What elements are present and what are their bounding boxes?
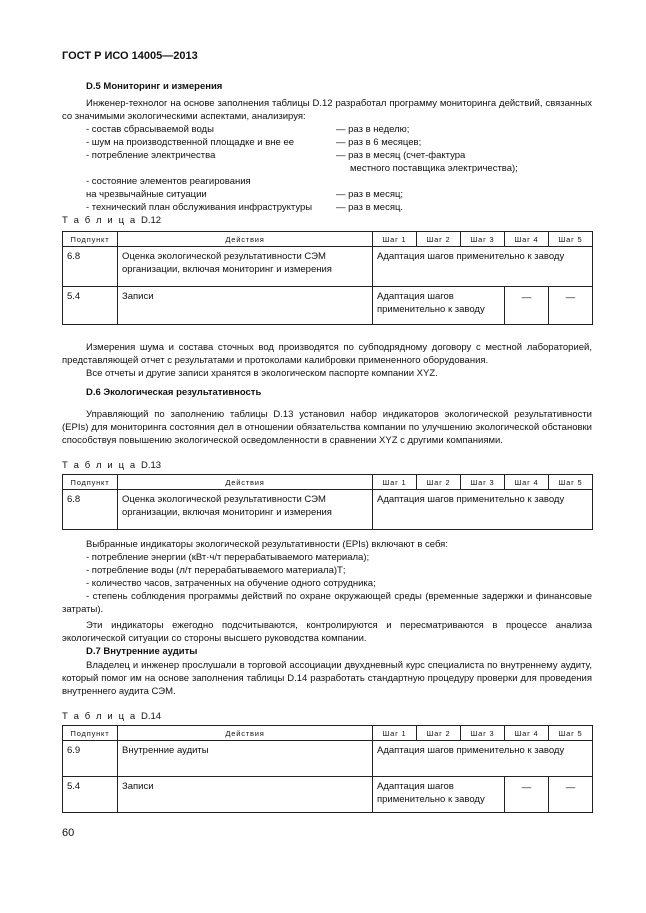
cell-action: Оценка экологической результативности СЭМ организации, включая мониторинг и измерения bbox=[122, 494, 332, 518]
d5-intro: Инженер-технолог на основе заполнения таблицы D.12 разработал программу мониторинга действий, связанных со значимыми экологическими аспектами, анализируя: bbox=[62, 98, 592, 122]
d5-item: - технический план обслуживания инфраструктуры — раз в месяц. bbox=[86, 202, 404, 213]
col-header: Шаг 2 bbox=[417, 232, 461, 247]
table-row bbox=[63, 777, 593, 813]
table-caption: Т а б л и ц а D.12 bbox=[62, 215, 162, 226]
cell-action: Записи bbox=[122, 781, 154, 792]
col-header: Шаг 1 bbox=[373, 726, 417, 741]
table-caption: Т а б л и ц а D.13 bbox=[62, 460, 162, 471]
table-row bbox=[63, 287, 593, 325]
col-header: Действия bbox=[118, 232, 373, 247]
table-row bbox=[63, 490, 593, 530]
cell-sub: 6.8 bbox=[67, 251, 81, 262]
d5-items bbox=[86, 123, 586, 214]
cell-action: Внутренние аудиты bbox=[122, 745, 209, 756]
cell-sub: 6.8 bbox=[67, 494, 81, 505]
col-header: Шаг 3 bbox=[461, 232, 505, 247]
col-header: Шаг 1 bbox=[373, 232, 417, 247]
col-header: Подпункт bbox=[63, 232, 118, 247]
cell-dash: — bbox=[565, 782, 576, 793]
cell-dash: — bbox=[521, 292, 532, 303]
d5-item: - состояние элементов реагирования bbox=[86, 176, 251, 187]
d6-intro: Управляющий по заполнению таблицы D.13 установил набор индикаторов экологической результативности (EPIs) для мониторинга состояния дел в отношении обязательства компании по улучшению экологической обстановки способствуя повышению экологической осведомленности в сравнении XYZ с другими компаниями. bbox=[62, 409, 592, 446]
col-header: Шаг 4 bbox=[505, 232, 549, 247]
d6-indicator-item: - потребление воды (л/т перерабатываемого материала)Т; bbox=[86, 565, 346, 576]
col-header: Шаг 2 bbox=[417, 726, 461, 741]
cell-action: Оценка экологической результативности СЭМ организации, включая мониторинг и измерения bbox=[122, 251, 332, 275]
section-title-d6: D.6 Экологическая результативность bbox=[86, 387, 262, 398]
d6-after: Эти индикаторы ежегодно подсчитываются, контролируются и пересматриваются в процессе анализа экологической ситуации со стороны высшего руководства компании. bbox=[62, 620, 592, 644]
cell-sub: 6.9 bbox=[67, 745, 81, 756]
table-d13 bbox=[62, 474, 593, 530]
d6-indicators bbox=[62, 538, 592, 645]
d5-after-2: Все отчеты и другие записи хранятся в экологическом паспорте компании XYZ. bbox=[86, 368, 438, 379]
d5-item: - шум на производственной площадке и вне ее — раз в 6 месяцев; bbox=[86, 137, 422, 148]
col-header: Шаг 2 bbox=[417, 475, 461, 490]
page-number: 60 bbox=[62, 827, 75, 839]
d6-indicator-item: - потребление энергии (кВт·ч/т перерабатываемого материала); bbox=[86, 552, 370, 563]
cell-steps: Адаптация шагов применительно к заводу bbox=[377, 251, 565, 262]
col-header: Шаг 5 bbox=[549, 475, 593, 490]
table-row bbox=[63, 741, 593, 777]
cell-action: Записи bbox=[122, 291, 154, 302]
d6-indicator-item: - количество часов, затраченных на обучение одного сотрудника; bbox=[86, 578, 376, 589]
table-header-row bbox=[63, 726, 593, 741]
table-d14 bbox=[62, 725, 593, 813]
col-header: Шаг 5 bbox=[549, 232, 593, 247]
section-title-d5: D.5 Мониторинг и измерения bbox=[86, 81, 223, 92]
cell-dash: — bbox=[521, 782, 532, 793]
document-header: ГОСТ Р ИСО 14005—2013 bbox=[62, 50, 198, 62]
d5-item: местного поставщика электричества); bbox=[350, 163, 518, 174]
d6-indicator-item: - степень соблюдения программы действий по охране окружающей среды (временные задержки и финансовые затраты). bbox=[62, 591, 592, 615]
col-header: Шаг 4 bbox=[505, 475, 549, 490]
col-header: Шаг 1 bbox=[373, 475, 417, 490]
col-header: Действия bbox=[118, 726, 373, 741]
cell-sub: 5.4 bbox=[67, 291, 81, 302]
table-caption: Т а б л и ц а D.14 bbox=[62, 711, 162, 722]
cell-steps: Адаптация шагов применительно к заводу bbox=[377, 781, 485, 805]
col-header: Шаг 3 bbox=[461, 726, 505, 741]
cell-steps: Адаптация шагов применительно к заводу bbox=[377, 745, 565, 756]
col-header: Подпункт bbox=[63, 726, 118, 741]
section-title-d7: D.7 Внутренние аудиты bbox=[86, 646, 198, 657]
d5-after-1: Измерения шума и состава сточных вод производятся по субподрядному договору с местной лабораторией, представляющей отчет с результатами и протоколами калибровки примененного оборудования. bbox=[62, 342, 592, 366]
d5-item: - состав сбрасываемой воды — раз в неделю; bbox=[86, 124, 410, 135]
table-header-row bbox=[63, 475, 593, 490]
d7-intro: Владелец и инженер прослушали в торговой ассоциации двухдневный курс специалиста по внутреннему аудиту, который помог им на основе заполнения таблицы D.14 разработать стандартную процедуру проверки для проведения внутреннего аудита СЭМ. bbox=[62, 660, 592, 697]
col-header: Подпункт bbox=[63, 475, 118, 490]
cell-steps: Адаптация шагов применительно к заводу bbox=[377, 291, 485, 315]
col-header: Шаг 3 bbox=[461, 475, 505, 490]
d6-indicators-intro: Выбранные индикаторы экологической результативности (EPIs) включают в себя: bbox=[86, 539, 448, 550]
d5-item: на чрезвычайные ситуации — раз в месяц; bbox=[86, 189, 404, 200]
cell-dash: — bbox=[565, 292, 576, 303]
cell-sub: 5.4 bbox=[67, 781, 81, 792]
d5-item: - потребление электричества — раз в месяц (счет-фактура bbox=[86, 150, 466, 161]
col-header: Действия bbox=[118, 475, 373, 490]
table-row bbox=[63, 247, 593, 287]
col-header: Шаг 5 bbox=[549, 726, 593, 741]
col-header: Шаг 4 bbox=[505, 726, 549, 741]
table-d12 bbox=[62, 231, 593, 325]
cell-steps: Адаптация шагов применительно к заводу bbox=[377, 494, 565, 505]
table-header-row bbox=[63, 232, 593, 247]
